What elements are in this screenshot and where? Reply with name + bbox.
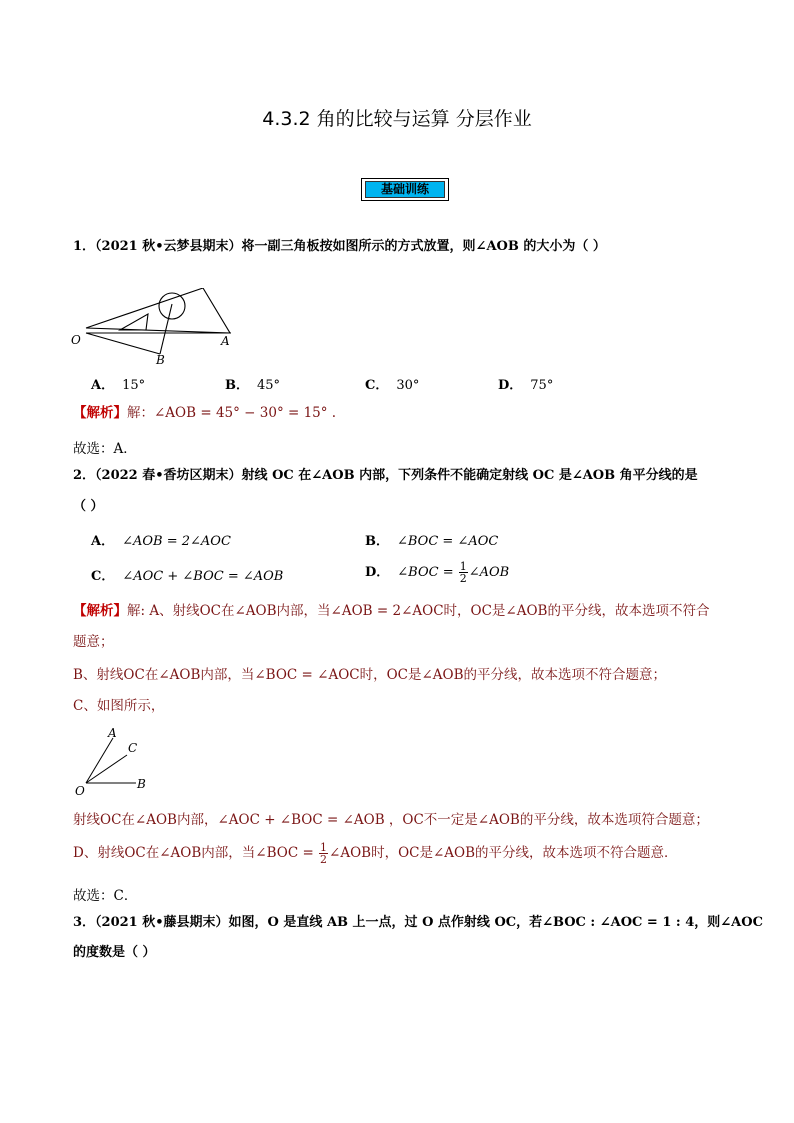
q3-stem-line1: 3．（2021 秋•藤县期末）如图，O 是直线 AB 上一点，过 O 点作射线 OC，若∠BOC : ∠AOC = 1 : 4，则∠AOC	[73, 915, 763, 930]
q2-analysis-b: B、射线OC在∠AOB内部，当∠BOC = ∠AOC时，OC是∠AOB的平分线，故本选项不符合题意；	[73, 667, 667, 683]
q1-answer: 故选：A．	[73, 441, 137, 457]
section-label: 基础训练	[380, 182, 429, 196]
q2-option-b[interactable]: B． ∠BOC = ∠AOC	[365, 534, 499, 549]
q1-stem: 1．（2021 秋•云梦县期末）将一副三角板按如图所示的方式放置，则∠AOB 的大小为（ ）	[73, 239, 606, 254]
q2-analysis-d: D、射线OC在∠AOB内部，当∠BOC = $\frac{1}{2}$ ∠AOB时，OC是∠AOB的平分线，故本选项不符合题意．	[73, 841, 678, 866]
q2-angle-figure	[70, 725, 160, 797]
q2-analysis-line1: 【解析】解: A、射线OC在∠AOB内部，当∠AOB = 2∠AOC时，OC是∠AOB的平分线，故本选项不符合	[73, 603, 710, 619]
q3-stem-line2: 的度数是（ ）	[73, 945, 156, 960]
q2-analysis-line2: 题意；	[73, 634, 114, 650]
page-title: 4.3.2 角的比较与运算 分层作业	[262, 108, 532, 130]
q1-label-o: O	[71, 333, 81, 347]
q1-triangle-figure	[68, 288, 238, 368]
q1-option-d[interactable]: D． 75°	[498, 378, 554, 393]
q2-stem-line2: （ ）	[73, 499, 104, 514]
q2-label-o: O	[75, 784, 85, 797]
q2-label-c: C	[128, 741, 138, 755]
q2-analysis-c: C、如图所示，	[73, 698, 165, 714]
q1-label-b: B	[156, 353, 165, 367]
q1-label-a: A	[221, 334, 230, 348]
q2-analysis-c2: 射线OC在∠AOB内部，∠AOC + ∠BOC = ∠AOB ，OC不一定是∠AOB的平分线，故本选项符合题意；	[73, 812, 709, 828]
section-badge	[361, 178, 449, 201]
q2-label-b: B	[137, 777, 146, 791]
q2-label-a: A	[108, 726, 117, 740]
q1-option-b[interactable]: B． 45°	[225, 378, 281, 393]
q2-option-d[interactable]: D． ∠BOC = $\frac{1}{2}$ ∠AOB	[365, 560, 510, 585]
q2-stem-line1: 2．（2022 春•香坊区期末）射线 OC 在∠AOB 内部，下列条件不能确定射线 OC 是∠AOB 角平分线的是	[73, 468, 698, 483]
q2-option-c[interactable]: C． ∠AOC + ∠BOC = ∠AOB	[91, 569, 284, 584]
q1-option-c[interactable]: C． 30°	[365, 378, 420, 393]
q2-answer: 故选：C．	[73, 888, 138, 904]
q1-analysis: 【解析】解：∠AOB = 45° − 30° = 15° .	[73, 405, 337, 421]
q1-option-a[interactable]: A． 15°	[91, 378, 146, 393]
q2-option-a[interactable]: A． ∠AOB = 2∠AOC	[91, 534, 231, 549]
